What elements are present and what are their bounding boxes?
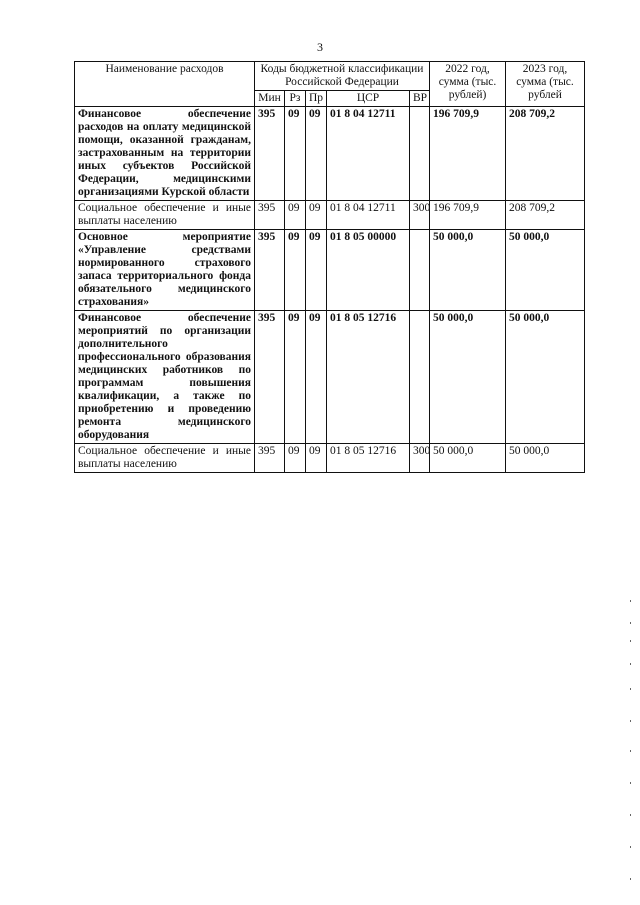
header-row bbox=[75, 62, 585, 91]
row-csr: 01 8 05 00000 bbox=[327, 230, 410, 311]
budget-table bbox=[74, 61, 585, 473]
row-2023: 208 709,2 bbox=[506, 201, 585, 230]
row-csr: 01 8 04 12711 bbox=[327, 107, 410, 201]
row-name: Социальное обеспечение и иные выплаты населению bbox=[75, 444, 255, 473]
header-year-2022: 2022 год, сумма (тыс. рублей) bbox=[430, 62, 506, 107]
row-pr: 09 bbox=[306, 107, 327, 201]
row-pr: 09 bbox=[306, 230, 327, 311]
table-row bbox=[75, 107, 585, 201]
header-vr: ВР bbox=[410, 91, 430, 107]
row-2022: 50 000,0 bbox=[430, 230, 506, 311]
header-min: Мин bbox=[255, 91, 285, 107]
row-vr: 300 bbox=[410, 201, 430, 230]
page-number: 3 bbox=[317, 40, 323, 54]
row-2023: 208 709,2 bbox=[506, 107, 585, 201]
row-csr: 01 8 05 12716 bbox=[327, 311, 410, 444]
row-min: 395 bbox=[255, 201, 285, 230]
scan-edge-marks bbox=[630, 600, 632, 890]
row-rz: 09 bbox=[285, 444, 306, 473]
table-row bbox=[75, 444, 585, 473]
header-pr: Пр bbox=[306, 91, 327, 107]
row-name: Финансовое обеспечение мероприятий по организации дополнительного профессионального образования медицинских работников по программам повышения квалификации, а также по приобретению и проведению ремонта медицинского оборудования bbox=[75, 311, 255, 444]
row-2023: 50 000,0 bbox=[506, 444, 585, 473]
row-pr: 09 bbox=[306, 201, 327, 230]
header-name: Наименование расходов bbox=[75, 62, 255, 107]
row-vr bbox=[410, 230, 430, 311]
row-min: 395 bbox=[255, 107, 285, 201]
header-year-2023: 2023 год, сумма (тыс. рублей bbox=[506, 62, 585, 107]
table-row bbox=[75, 311, 585, 444]
row-name: Финансовое обеспечение расходов на оплату медицинской помощи, оказанной гражданам, застрахованным на территории иных субъектов Российской Федерации, медицинскими организациями Курской области bbox=[75, 107, 255, 201]
table-row bbox=[75, 201, 585, 230]
row-vr bbox=[410, 107, 430, 201]
row-rz: 09 bbox=[285, 107, 306, 201]
row-pr: 09 bbox=[306, 311, 327, 444]
row-min: 395 bbox=[255, 230, 285, 311]
header-codes-group: Коды бюджетной классификации Российской Федерации bbox=[255, 62, 430, 91]
row-rz: 09 bbox=[285, 311, 306, 444]
row-vr: 300 bbox=[410, 444, 430, 473]
row-min: 395 bbox=[255, 311, 285, 444]
row-pr: 09 bbox=[306, 444, 327, 473]
row-rz: 09 bbox=[285, 201, 306, 230]
row-name: Основное мероприятие «Управление средствами нормированного страхового запаса территориального фонда обязательного медицинского страхования» bbox=[75, 230, 255, 311]
row-2022: 196 709,9 bbox=[430, 107, 506, 201]
row-vr bbox=[410, 311, 430, 444]
row-csr: 01 8 05 12716 bbox=[327, 444, 410, 473]
row-2022: 196 709,9 bbox=[430, 201, 506, 230]
row-2022: 50 000,0 bbox=[430, 444, 506, 473]
table-row bbox=[75, 230, 585, 311]
row-csr: 01 8 04 12711 bbox=[327, 201, 410, 230]
header-csr: ЦСР bbox=[327, 91, 410, 107]
header-rz: Рз bbox=[285, 91, 306, 107]
row-2023: 50 000,0 bbox=[506, 311, 585, 444]
row-min: 395 bbox=[255, 444, 285, 473]
row-rz: 09 bbox=[285, 230, 306, 311]
row-2022: 50 000,0 bbox=[430, 311, 506, 444]
row-name: Социальное обеспечение и иные выплаты населению bbox=[75, 201, 255, 230]
row-2023: 50 000,0 bbox=[506, 230, 585, 311]
